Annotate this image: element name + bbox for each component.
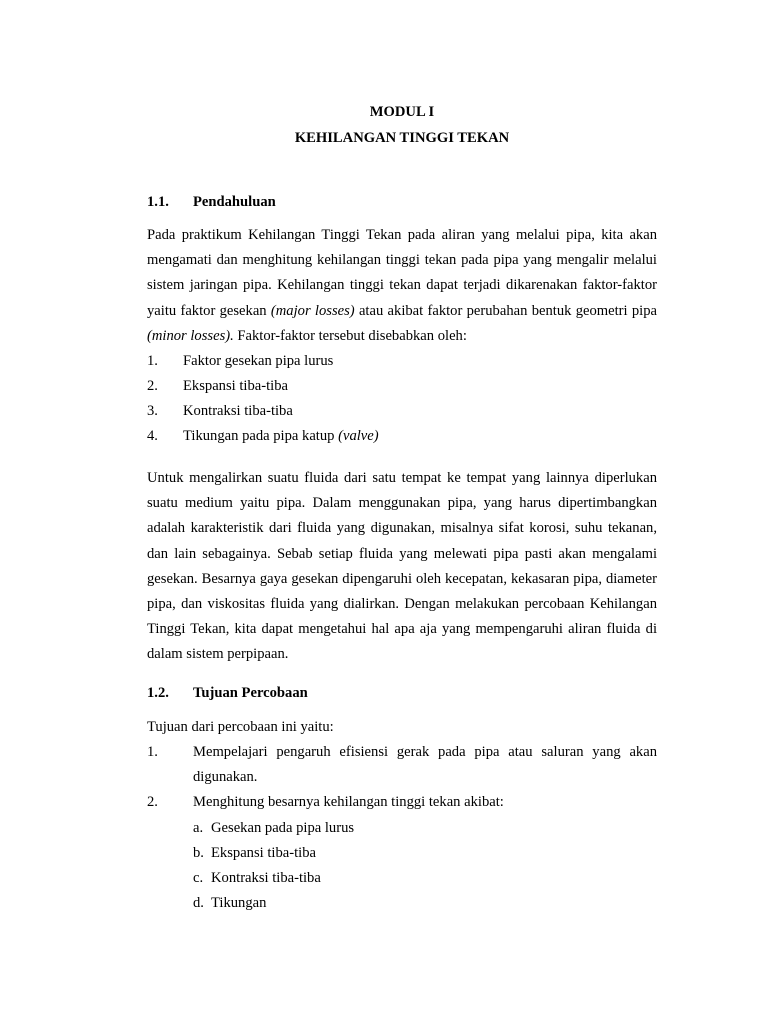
intro-italic-minor-losses: (minor losses). [147,327,234,344]
goals-intro: Tujuan dari percobaan ini yaitu: [147,719,334,735]
sub-letter: a. [193,820,204,836]
section-number: 1.2. [147,685,169,701]
list-item [147,352,657,370]
list-item [193,894,657,912]
list-number: 2. [147,378,158,394]
list-item [147,377,657,395]
list-item [147,402,657,420]
list-item [193,844,657,862]
goal-number: 1. [147,744,158,760]
sub-letter: b. [193,845,204,861]
section-number: 1.1. [147,194,169,210]
intro-paragraph [147,223,657,349]
document-page [147,0,657,1024]
intro-text-part3: Faktor-faktor tersebut disebabkan oleh: [233,327,467,344]
list-item [147,790,657,815]
goal-text: Mempelajari pengaruh efisiensi gerak pada pipa atau saluran yang akan digunakan. [193,744,657,786]
sub-text: Ekspansi tiba-tiba [211,845,316,861]
sub-text: Gesekan pada pipa lurus [211,820,355,836]
intro-text-part2: atau akibat faktor perubahan bentuk geometri pipa [354,302,657,319]
goal-number: 2. [147,794,158,810]
module-title: MODUL I [369,104,435,120]
list-text: Faktor gesekan pipa lurus [183,353,334,369]
intro-text-part1: Pada praktikum Kehilangan Tinggi Tekan pada aliran yang melalui pipa, kita akan mengamati dan menghitung kehilangan tinggi tekan pada pipa yang mengalir melalui sistem jaringan pipa. Kehilangan tinggi tekan dapat terjadi dikarenakan faktor-faktor yaitu faktor gesekan [147,227,657,319]
goal-text: Menghitung besarnya kehilangan tinggi tekan akibat: [193,794,504,810]
list-text: Kontraksi tiba-tiba [183,403,293,419]
sub-letter: c. [193,870,204,886]
section-title: Pendahuluan [193,194,276,210]
section-title: Tujuan Percobaan [193,685,308,701]
list-text: Ekspansi tiba-tiba [183,378,288,394]
module-subtitle: KEHILANGAN TINGGI TEKAN [294,130,510,146]
list-item [147,740,657,790]
section-heading-pendahuluan [147,193,657,211]
list-text: Tikungan pada pipa katup [183,428,339,444]
body-paragraph: Untuk mengalirkan suatu fluida dari satu tempat ke tempat yang lainnya diperlukan suatu medium yaitu pipa. Dalam menggunakan pipa, yang harus dipertimbangkan adalah karakteristik dari fluida yang digunakan, misalnya sifat korosi, suhu tekanan, dan lain sebagainya. Sebab setiap fluida yang melewati pipa pasti akan mengalami gesekan. Besarnya gaya gesekan dipengaruhi oleh kecepatan, kekasaran pipa, diameter pipa, dan viskositas fluida yang dialirkan. Dengan melakukan percobaan Kehilangan Tinggi Tekan, kita dapat mengetahui hal apa aja yang mempengaruhi aliran fluida di dalam sistem perpipaan. [147,470,657,663]
intro-italic-major-losses: (major losses) [270,302,355,319]
sub-letter: d. [193,895,204,911]
list-item [193,819,657,837]
list-number: 1. [147,353,158,369]
list-number: 3. [147,403,158,419]
list-number: 4. [147,428,158,444]
sub-text: Tikungan [211,895,267,911]
list-item [147,427,657,445]
list-italic-valve: (valve) [338,428,379,444]
section-heading-tujuan [147,684,657,702]
sub-text: Kontraksi tiba-tiba [211,870,321,886]
list-item [193,869,657,887]
